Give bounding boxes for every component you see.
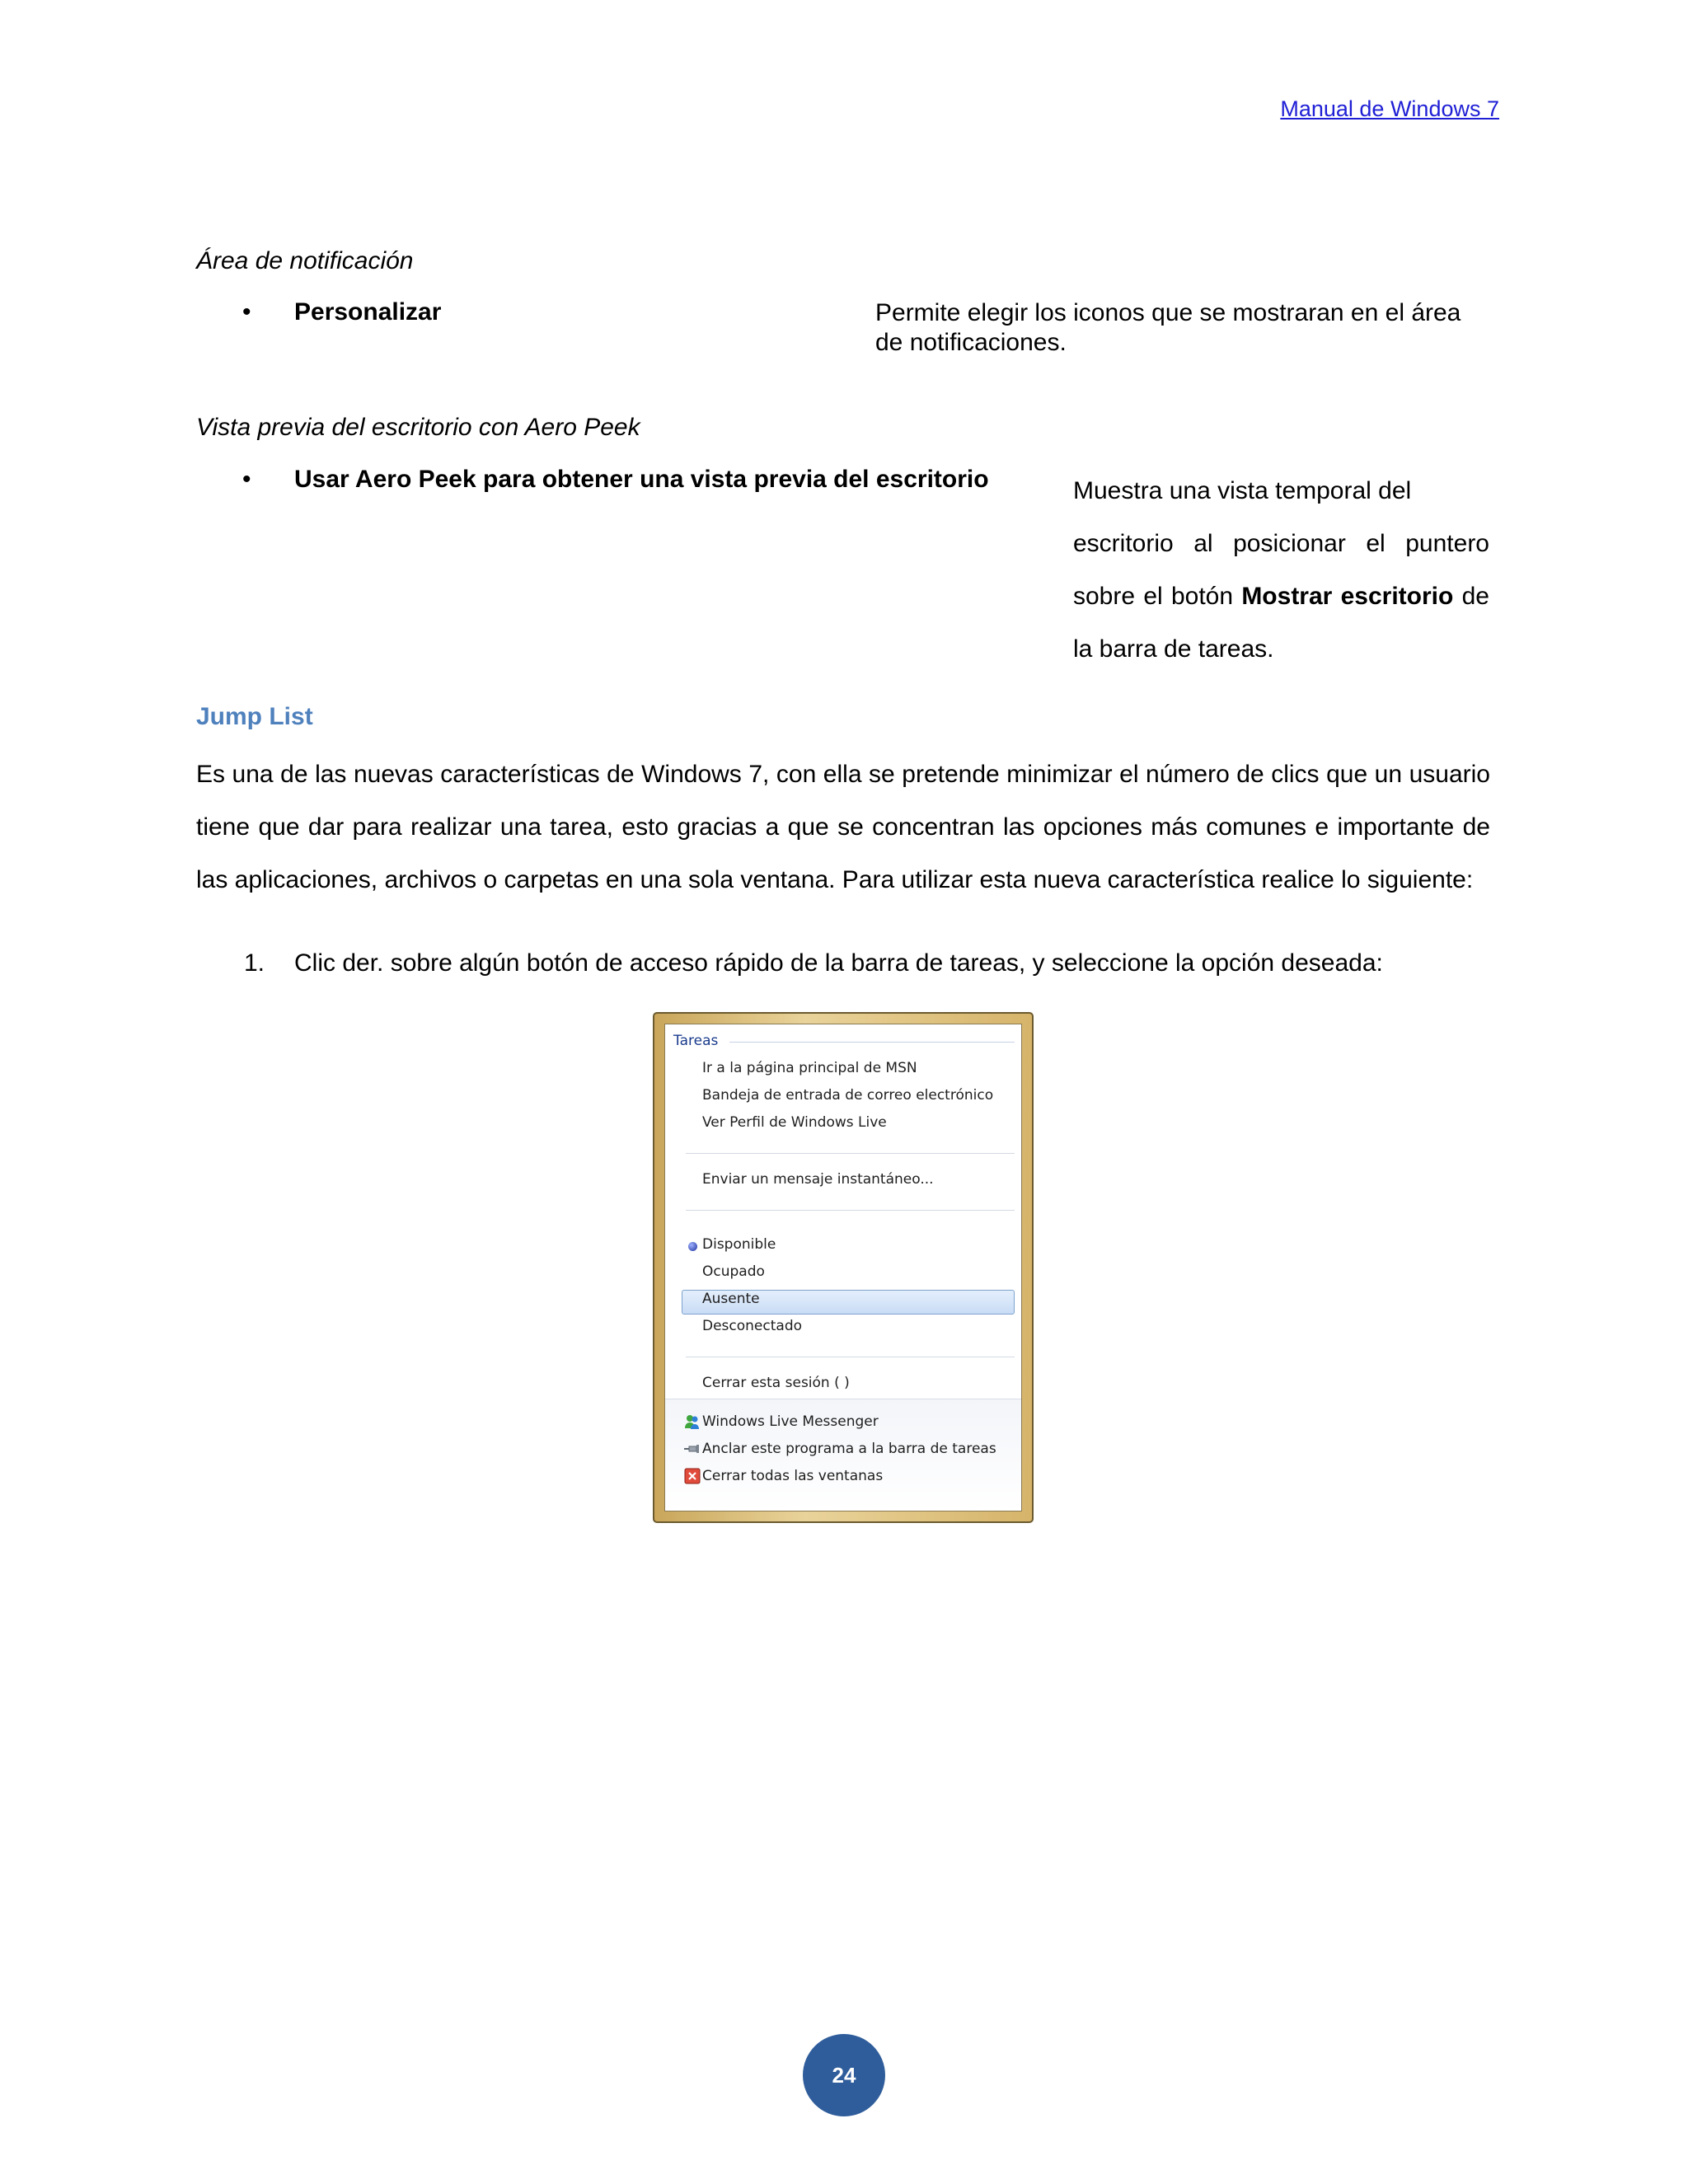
step-number: 1. bbox=[244, 949, 265, 977]
bullet-icon: • bbox=[242, 298, 251, 326]
jump-list-screenshot bbox=[653, 1012, 1034, 1523]
pin-icon bbox=[683, 1440, 701, 1458]
close-windows-icon bbox=[683, 1467, 701, 1485]
para-line1: Es una de las nuevas características de Windows 7, con ella se pretende minimizar el número de clics que un usuario bbox=[196, 761, 1490, 788]
task-send-message[interactable]: Enviar un mensaje instantáneo... bbox=[702, 1171, 934, 1188]
jump-list-menu bbox=[664, 1024, 1022, 1511]
status-desconectado[interactable]: Desconectado bbox=[702, 1318, 803, 1334]
app-close-all[interactable]: Cerrar todas las ventanas bbox=[702, 1468, 884, 1484]
jump-list-app-section bbox=[665, 1399, 1021, 1511]
task-msn-home[interactable]: Ir a la página principal de MSN bbox=[702, 1060, 917, 1076]
header-manual-link[interactable]: Manual de Windows 7 bbox=[1280, 96, 1499, 121]
menu-separator bbox=[686, 1210, 1015, 1211]
para-line3: las aplicaciones, archivos o carpetas en una sola ventana. Para utilizar esta nueva característica realice lo siguiente: bbox=[196, 866, 1474, 893]
category-tareas: Tareas bbox=[673, 1033, 723, 1049]
step-text: Clic der. sobre algún botón de acceso rápido de la barra de tareas, y seleccione la opción deseada: bbox=[294, 949, 1383, 977]
page-number-badge: 24 bbox=[803, 2034, 885, 2116]
personalizar-description bbox=[875, 298, 1461, 358]
jump-list-paragraph bbox=[196, 748, 1490, 907]
app-pin[interactable]: Anclar este programa a la barra de tareas bbox=[702, 1441, 996, 1457]
category-divider bbox=[729, 1042, 1015, 1043]
personalizar-desc-line1: Permite elegir los iconos que se mostraran en el área bbox=[875, 299, 1461, 326]
aero-desc-line2: escritorio al posicionar el puntero bbox=[1073, 530, 1489, 557]
menu-separator bbox=[686, 1153, 1015, 1154]
personalizar-label: Personalizar bbox=[294, 298, 442, 326]
aero-desc-line3: sobre el botón Mostrar escritorio de bbox=[1073, 583, 1489, 610]
messenger-icon bbox=[683, 1413, 701, 1431]
app-messenger[interactable]: Windows Live Messenger bbox=[702, 1413, 879, 1430]
personalizar-desc-line2: de notificaciones. bbox=[875, 329, 1067, 356]
task-inbox[interactable]: Bandeja de entrada de correo electrónico bbox=[702, 1087, 994, 1104]
jump-list-heading: Jump List bbox=[196, 703, 313, 730]
status-ausente[interactable]: Ausente bbox=[702, 1291, 760, 1307]
status-disponible[interactable]: Disponible bbox=[702, 1236, 776, 1253]
para-line2: tiene que dar para realizar una tarea, esto gracias a que se concentran las opciones más comunes e importante de bbox=[196, 813, 1490, 841]
status-ocupado[interactable]: Ocupado bbox=[702, 1263, 765, 1280]
aero-peek-description bbox=[1073, 465, 1489, 676]
selected-radio-icon bbox=[688, 1242, 697, 1251]
aero-desc-line1: Muestra una vista temporal del bbox=[1073, 477, 1412, 504]
aero-peek-label: Usar Aero Peek para obtener una vista previa del escritorio bbox=[294, 466, 989, 493]
task-profile[interactable]: Ver Perfil de Windows Live bbox=[702, 1114, 887, 1131]
sign-out-item[interactable]: Cerrar esta sesión ( ) bbox=[702, 1375, 850, 1391]
aero-peek-title: Vista previa del escritorio con Aero Peek bbox=[196, 414, 640, 441]
aero-desc-line4: la barra de tareas. bbox=[1073, 635, 1274, 663]
notification-area-title: Área de notificación bbox=[196, 247, 414, 274]
bullet-icon: • bbox=[242, 466, 251, 493]
